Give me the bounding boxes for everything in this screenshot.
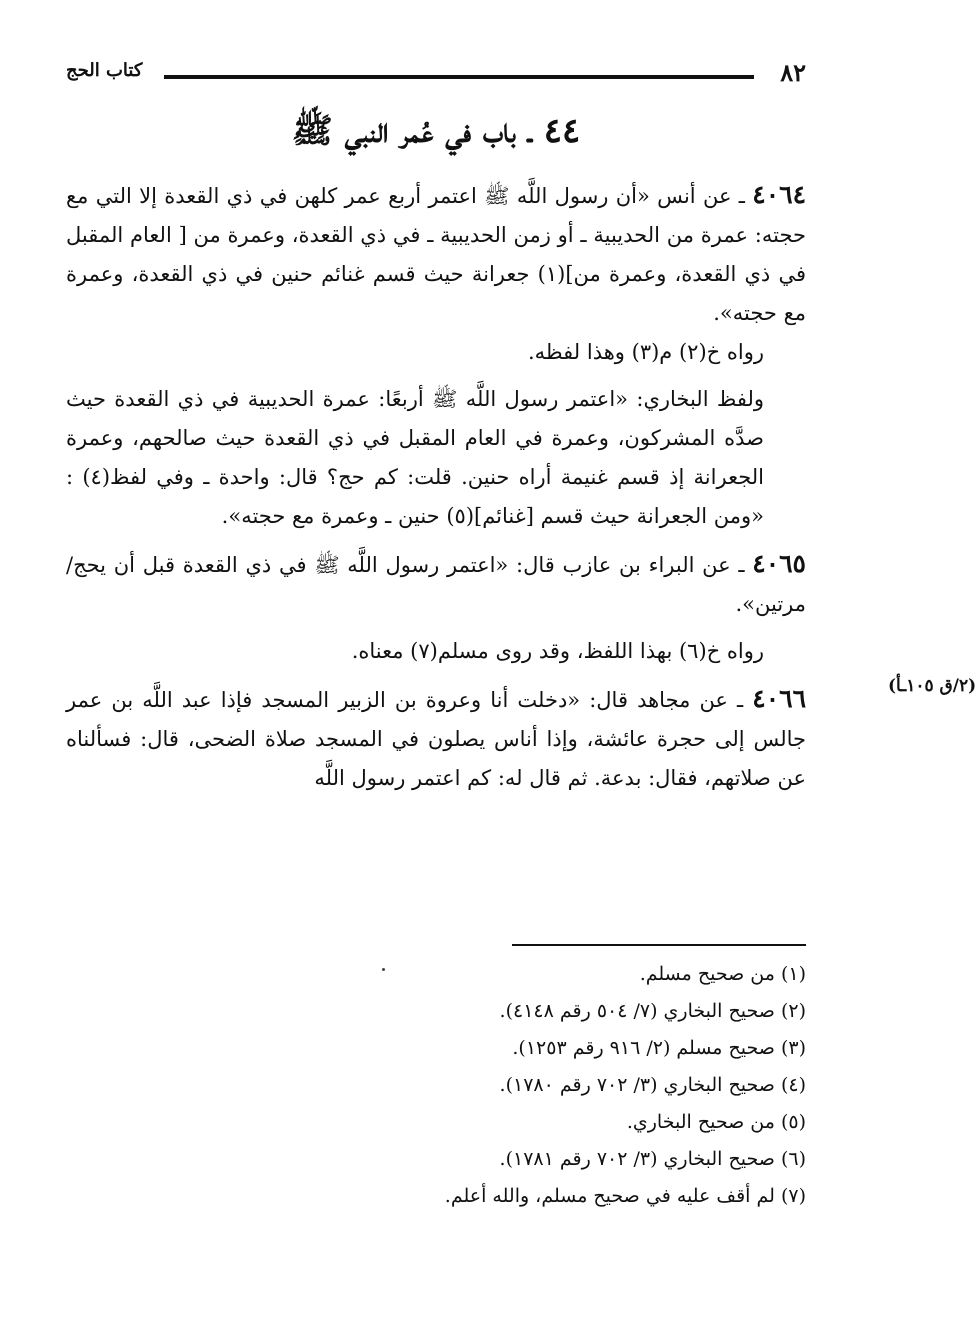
hadith-number: ٤٠٦٦ [752, 684, 806, 713]
narration-line: رواه خ(٢) م(٣) وهذا لفظه. [528, 340, 764, 364]
narration-line: رواه خ(٦) بهذا اللفظ، وقد روى مسلم(٧) معناه. [351, 639, 764, 663]
chapter-title: ٤٤ ـ باب في عُمر النبي ﷺ [291, 111, 581, 151]
hadith-number: ٤٠٦٤ [752, 180, 806, 209]
hadith-text: ـ عن أنس «أن رسول اللَّه ﷺ اعتمر أربع عمر كلهن في ذي القعدة إلا التي مع حجته: عمرة من الحديبية ـ أو زمن الحديبية ـ في ذي القعدة، وعمرة من [ العام المقبل في ذي القعدة، وعمرة من](١) جعرانة حيث قسم غنائم حنين في ذي القعدة، وعمرة مع حجته». [66, 184, 807, 325]
footnote: (١) من صحيح مسلم. [639, 963, 806, 985]
footnote: (٦) صحيح البخاري (٣/ ٧٠٢ رقم ١٧٨١). [499, 1148, 806, 1170]
footnote: (٤) صحيح البخاري (٣/ ٧٠٢ رقم ١٧٨٠). [499, 1074, 806, 1096]
extra-paragraph: ولفظ البخاري: «اعتمر رسول اللَّه ﷺ أربعًا: عمرة الحديبية في ذي القعدة حيث صدَّه المشركون، وعمرة في العام المقبل في ذي القعدة حيث صالحهم، وعمرة الجعرانة إذ قسم غنيمة أراه حنين. قلت: كم حج؟ قال: واحدة ـ وفي لفظ(٤) : «ومن الجعرانة حيث قسم [غنائم](٥) حنين ـ وعمرة مع حجته». [66, 387, 764, 528]
page-number: ٨٢ [780, 58, 806, 87]
hadith-paragraph [66, 175, 806, 333]
hadith-text: ـ عن البراء بن عازب قال: «اعتمر رسول اللَّه ﷺ في ذي القعدة قبل أن يحج/ مرتين». [66, 553, 806, 616]
margin-note: (٢/ق ١٠٥ـأ) [888, 676, 976, 696]
footnote: (٧) لم أقف عليه في صحيح مسلم، والله أعلم. [444, 1185, 806, 1207]
header-rule [164, 75, 754, 79]
book-title: كتاب الحج [66, 60, 143, 81]
main-text [66, 175, 806, 798]
footnote: (٢) صحيح البخاري (٧/ ٥٠٤ رقم ٤١٤٨). [499, 1000, 806, 1022]
page-header [66, 58, 806, 98]
footnote: (٥) من صحيح البخاري. [626, 1111, 806, 1133]
footnote-rule [512, 944, 806, 946]
footnotes [200, 956, 806, 1215]
hadith-text: ـ عن مجاهد قال: «دخلت أنا وعروة بن الزبير المسجد فإذا عبد اللَّه بن عمر جالس إلى حجرة عائشة، وإذا أناس يصلون في المسجد صلاة الضحى، قال: فسألناه عن صلاتهم، فقال: بدعة. ثم قال له: كم اعتمر رسول اللَّه [66, 688, 806, 790]
footnote: (٣) صحيح مسلم (٢/ ٩١٦ رقم ١٢٥٣). [512, 1037, 806, 1059]
hadith-paragraph [66, 679, 806, 798]
hadith-paragraph [66, 544, 806, 624]
hadith-number: ٤٠٦٥ [752, 549, 806, 578]
